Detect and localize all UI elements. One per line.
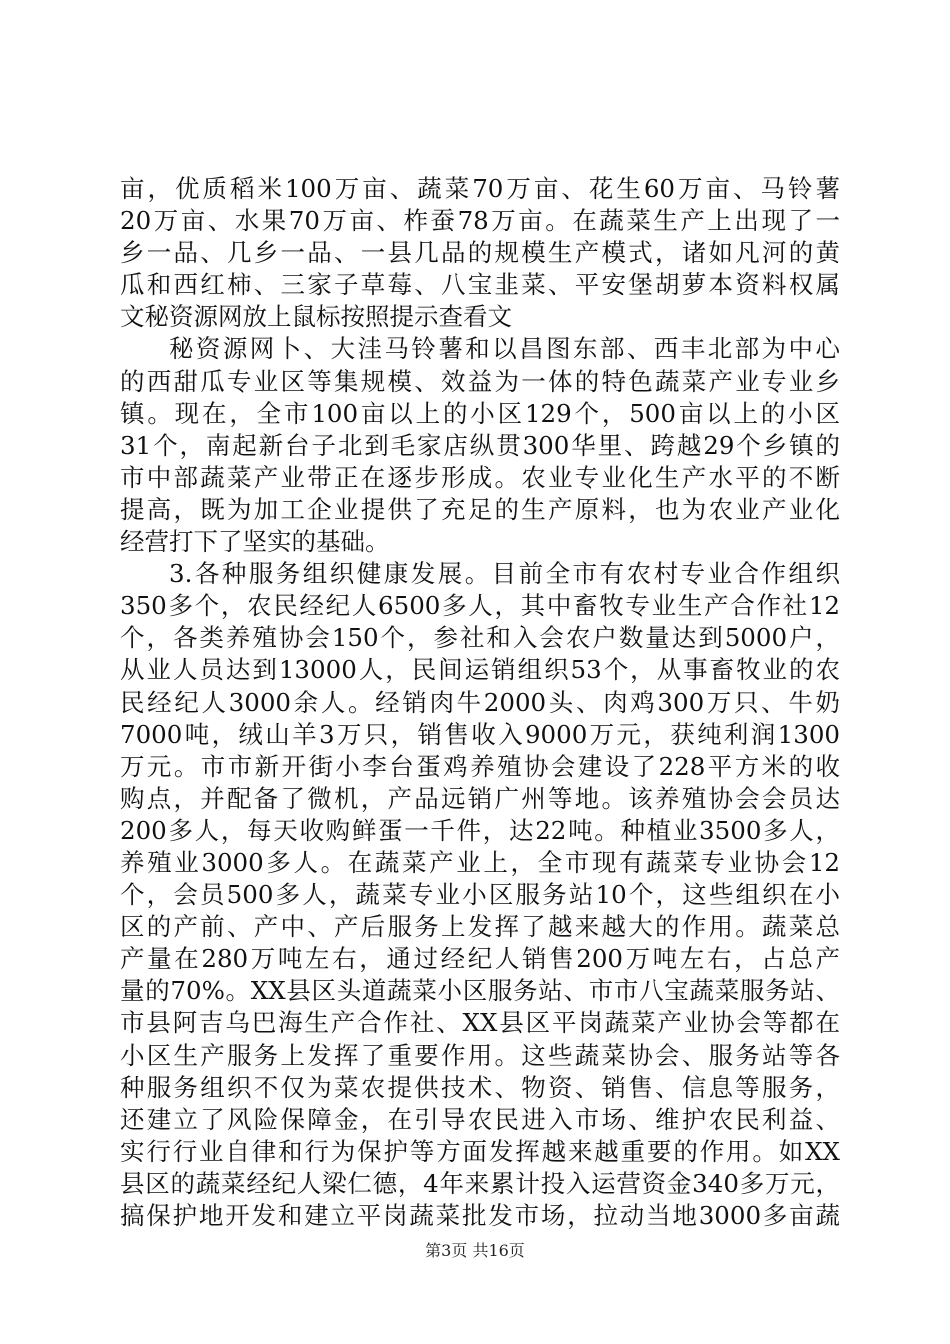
document-body — [120, 173, 840, 1232]
text-line: 从业人员达到13000人，民间运销组织53个，从事畜牧业的农 — [120, 655, 840, 685]
text-line: 秘资源网卜、大洼马铃薯和以昌图东部、西丰北部为中心 — [169, 334, 840, 364]
text-line: 搞保护地开发和建立平岗蔬菜批发市场，拉动当地3000多亩蔬 — [120, 1201, 840, 1230]
text-line: 镇。现在，全市100亩以上的小区129个，500亩以上的小区 — [120, 398, 840, 428]
text-line: 民经纪人3000余人。经销肉牛2000头、肉鸡300万只、牛奶 — [120, 687, 840, 717]
text-line: 200多人，每天收购鲜蛋一千件，达22吨。种植业3500多人， — [120, 815, 840, 845]
text-line: 提高，既为加工企业提供了充足的生产原料，也为农业产业化 — [120, 494, 840, 524]
text-line: 万元。市市新开街小李台蛋鸡养殖协会建设了228平方米的收 — [120, 751, 840, 781]
text-line: 养殖业3000多人。在蔬菜产业上，全市现有蔬菜专业协会12 — [120, 847, 840, 877]
text-line: 350多个，农民经纪人6500多人，其中畜牧专业生产合作社12 — [120, 591, 840, 621]
text-line: 市中部蔬菜产业带正在逐步形成。农业专业化生产水平的不断 — [120, 462, 840, 492]
text-line: 市县阿吉乌巴海生产合作社、XX县区平岗蔬菜产业协会等都在 — [120, 1008, 840, 1038]
text-line: 区的产前、产中、产后服务上发挥了越来越大的作用。蔬菜总 — [120, 912, 840, 942]
text-line: 还建立了风险保障金，在引导农民进入市场、维护农民利益、 — [120, 1104, 840, 1134]
text-line: 种服务组织不仅为菜农提供技术、物资、销售、信息等服务， — [120, 1072, 840, 1102]
text-line: 31个，南起新台子北到毛家店纵贯300华里、跨越29个乡镇的 — [120, 430, 840, 460]
text-line: 个，各类养殖协会150个，参社和入会农户数量达到5000户， — [120, 623, 840, 653]
text-line: 量的70%。XX县区头道蔬菜小区服务站、市市八宝蔬菜服务站、 — [120, 976, 840, 1006]
text-line: 产量在280万吨左右，通过经纪人销售200万吨左右，占总产 — [120, 944, 840, 974]
text-line: 个，会员500多人，蔬菜专业小区服务站10个，这些组织在小 — [120, 880, 840, 910]
text-line: 县区的蔬菜经纪人梁仁德，4年来累计投入运营资金340多万元， — [120, 1168, 840, 1198]
text-line: 的西甜瓜专业区等集规模、效益为一体的特色蔬菜产业专业乡 — [120, 366, 840, 396]
text-line: 3.各种服务组织健康发展。目前全市有农村专业合作组织 — [169, 559, 840, 589]
text-line: 亩，优质稻米100万亩、蔬菜70万亩、花生60万亩、马铃薯 — [120, 174, 840, 203]
page-number-footer: 第3页 共16页 — [425, 1241, 525, 1260]
text-line: 文秘资源网放上鼠标按照提示查看文 — [120, 302, 512, 332]
text-line: 购点，并配备了微机，产品远销广州等地。该养殖协会会员达 — [120, 783, 840, 813]
text-line: 7000吨，绒山羊3万只，销售收入9000万元，获纯利润1300 — [120, 719, 840, 749]
text-line: 经营打下了坚实的基础。 — [120, 527, 390, 557]
text-line: 小区生产服务上发挥了重要作用。这些蔬菜协会、服务站等各 — [120, 1040, 840, 1070]
text-line: 乡一品、几乡一品、一县几品的规模生产模式，诸如凡河的黄 — [120, 238, 840, 268]
text-line: 20万亩、水果70万亩、柞蚕78万亩。在蔬菜生产上出现了一 — [120, 206, 840, 236]
text-line: 瓜和西红柿、三家子草莓、八宝韭菜、平安堡胡萝本资料权属 — [120, 270, 840, 300]
text-line: 实行行业自律和行为保护等方面发挥越来越重要的作用。如XX — [120, 1136, 840, 1166]
